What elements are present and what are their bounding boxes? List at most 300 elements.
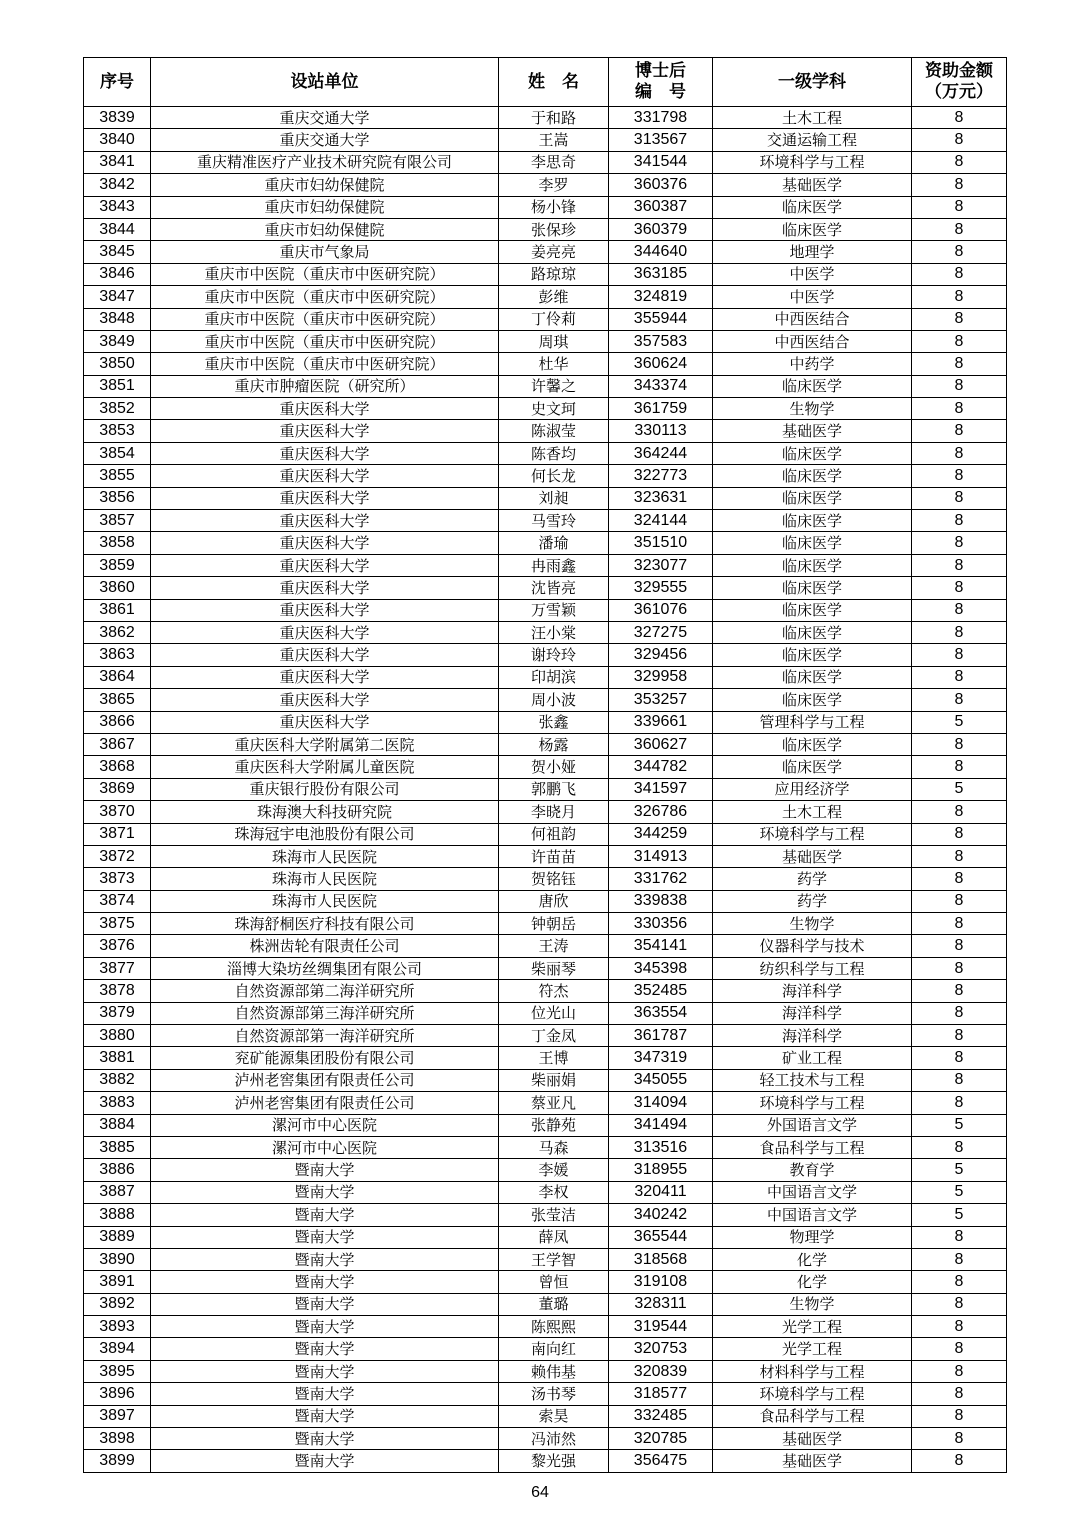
cell-amount: 8 xyxy=(912,241,1007,263)
table-row xyxy=(84,1159,1007,1181)
cell-name: 符杰 xyxy=(499,980,609,1002)
cell-amount: 8 xyxy=(912,935,1007,957)
cell-name: 路琼琼 xyxy=(499,263,609,285)
cell-name: 周小波 xyxy=(499,689,609,711)
table-row xyxy=(84,353,1007,375)
table-row xyxy=(84,1428,1007,1450)
cell-seq: 3877 xyxy=(84,957,151,979)
cell-unit: 泸州老窖集团有限责任公司 xyxy=(151,1069,499,1091)
cell-seq: 3859 xyxy=(84,554,151,576)
cell-unit: 暨南大学 xyxy=(151,1204,499,1226)
cell-seq: 3845 xyxy=(84,241,151,263)
cell-subject: 光学工程 xyxy=(713,1316,912,1338)
cell-name: 王嵩 xyxy=(499,129,609,151)
cell-amount: 8 xyxy=(912,1360,1007,1382)
cell-seq: 3888 xyxy=(84,1204,151,1226)
cell-postdoc-id: 360387 xyxy=(609,196,713,218)
cell-seq: 3847 xyxy=(84,286,151,308)
cell-postdoc-id: 363554 xyxy=(609,1002,713,1024)
cell-amount: 8 xyxy=(912,151,1007,173)
cell-subject: 矿业工程 xyxy=(713,1047,912,1069)
cell-postdoc-id: 318568 xyxy=(609,1248,713,1270)
table-row xyxy=(84,689,1007,711)
cell-postdoc-id: 354141 xyxy=(609,935,713,957)
cell-unit: 重庆医科大学 xyxy=(151,621,499,643)
cell-subject: 基础医学 xyxy=(713,845,912,867)
cell-unit: 暨南大学 xyxy=(151,1159,499,1181)
cell-unit: 重庆医科大学 xyxy=(151,599,499,621)
cell-name: 许苗苗 xyxy=(499,845,609,867)
cell-postdoc-id: 339838 xyxy=(609,890,713,912)
cell-name: 李晓月 xyxy=(499,801,609,823)
cell-unit: 重庆银行股份有限公司 xyxy=(151,778,499,800)
table-row xyxy=(84,756,1007,778)
table-row xyxy=(84,241,1007,263)
cell-seq: 3880 xyxy=(84,1025,151,1047)
cell-seq: 3863 xyxy=(84,644,151,666)
cell-amount: 5 xyxy=(912,711,1007,733)
table-row xyxy=(84,263,1007,285)
cell-postdoc-id: 314094 xyxy=(609,1092,713,1114)
cell-amount: 8 xyxy=(912,689,1007,711)
cell-name: 陈香均 xyxy=(499,442,609,464)
cell-name: 杨露 xyxy=(499,733,609,755)
cell-amount: 8 xyxy=(912,375,1007,397)
cell-postdoc-id: 323077 xyxy=(609,554,713,576)
table-row xyxy=(84,129,1007,151)
cell-seq: 3873 xyxy=(84,868,151,890)
cell-name: 于和路 xyxy=(499,107,609,129)
cell-amount: 8 xyxy=(912,980,1007,1002)
cell-name: 周琪 xyxy=(499,330,609,352)
cell-postdoc-id: 320753 xyxy=(609,1338,713,1360)
cell-amount: 8 xyxy=(912,644,1007,666)
cell-seq: 3849 xyxy=(84,330,151,352)
table-row xyxy=(84,621,1007,643)
cell-postdoc-id: 353257 xyxy=(609,689,713,711)
cell-postdoc-id: 361787 xyxy=(609,1025,713,1047)
table-row xyxy=(84,1069,1007,1091)
cell-name: 薛凤 xyxy=(499,1226,609,1248)
cell-seq: 3844 xyxy=(84,218,151,240)
cell-name: 谢玲玲 xyxy=(499,644,609,666)
cell-name: 丁伶莉 xyxy=(499,308,609,330)
cell-unit: 珠海澳大科技研究院 xyxy=(151,801,499,823)
cell-name: 冉雨鑫 xyxy=(499,554,609,576)
cell-postdoc-id: 361759 xyxy=(609,398,713,420)
cell-seq: 3864 xyxy=(84,666,151,688)
header-seq: 序号 xyxy=(84,58,151,107)
cell-unit: 暨南大学 xyxy=(151,1248,499,1270)
cell-name: 柴丽琴 xyxy=(499,957,609,979)
cell-postdoc-id: 323631 xyxy=(609,487,713,509)
table-row xyxy=(84,308,1007,330)
cell-amount: 8 xyxy=(912,599,1007,621)
cell-subject: 纺织科学与工程 xyxy=(713,957,912,979)
cell-postdoc-id: 351510 xyxy=(609,532,713,554)
cell-postdoc-id: 340242 xyxy=(609,1204,713,1226)
header-name: 姓 名 xyxy=(499,58,609,107)
table-row xyxy=(84,801,1007,823)
cell-seq: 3842 xyxy=(84,174,151,196)
cell-unit: 暨南大学 xyxy=(151,1338,499,1360)
cell-amount: 8 xyxy=(912,510,1007,532)
cell-subject: 临床医学 xyxy=(713,554,912,576)
cell-subject: 光学工程 xyxy=(713,1338,912,1360)
cell-subject: 临床医学 xyxy=(713,733,912,755)
cell-seq: 3840 xyxy=(84,129,151,151)
table-row xyxy=(84,151,1007,173)
cell-unit: 自然资源部第一海洋研究所 xyxy=(151,1025,499,1047)
cell-subject: 土木工程 xyxy=(713,801,912,823)
cell-seq: 3898 xyxy=(84,1428,151,1450)
cell-name: 王博 xyxy=(499,1047,609,1069)
cell-postdoc-id: 319544 xyxy=(609,1316,713,1338)
cell-unit: 珠海舒桐医疗科技有限公司 xyxy=(151,913,499,935)
cell-amount: 8 xyxy=(912,554,1007,576)
table-row xyxy=(84,935,1007,957)
cell-subject: 中西医结合 xyxy=(713,308,912,330)
cell-name: 沈皆亮 xyxy=(499,577,609,599)
cell-subject: 临床医学 xyxy=(713,218,912,240)
cell-amount: 8 xyxy=(912,129,1007,151)
cell-postdoc-id: 341544 xyxy=(609,151,713,173)
cell-name: 李媛 xyxy=(499,1159,609,1181)
cell-postdoc-id: 322773 xyxy=(609,465,713,487)
cell-amount: 8 xyxy=(912,1136,1007,1158)
cell-postdoc-id: 341494 xyxy=(609,1114,713,1136)
cell-name: 李权 xyxy=(499,1181,609,1203)
cell-name: 王学智 xyxy=(499,1248,609,1270)
cell-seq: 3869 xyxy=(84,778,151,800)
cell-postdoc-id: 318955 xyxy=(609,1159,713,1181)
table-row xyxy=(84,1405,1007,1427)
cell-postdoc-id: 328311 xyxy=(609,1293,713,1315)
cell-subject: 应用经济学 xyxy=(713,778,912,800)
cell-name: 杜华 xyxy=(499,353,609,375)
cell-unit: 淄博大染坊丝绸集团有限公司 xyxy=(151,957,499,979)
cell-seq: 3846 xyxy=(84,263,151,285)
cell-name: 黎光强 xyxy=(499,1450,609,1472)
header-postdoc-id xyxy=(609,58,713,107)
cell-name: 史文珂 xyxy=(499,398,609,420)
cell-seq: 3841 xyxy=(84,151,151,173)
cell-name: 姜亮亮 xyxy=(499,241,609,263)
cell-name: 位光山 xyxy=(499,1002,609,1024)
cell-name: 陈淑莹 xyxy=(499,420,609,442)
cell-subject: 中国语言文学 xyxy=(713,1204,912,1226)
cell-postdoc-id: 320785 xyxy=(609,1428,713,1450)
cell-unit: 重庆医科大学附属第二医院 xyxy=(151,733,499,755)
cell-amount: 8 xyxy=(912,1069,1007,1091)
cell-subject: 临床医学 xyxy=(713,577,912,599)
table-row xyxy=(84,1136,1007,1158)
cell-postdoc-id: 363185 xyxy=(609,263,713,285)
table-row xyxy=(84,330,1007,352)
cell-subject: 物理学 xyxy=(713,1226,912,1248)
cell-unit: 株洲齿轮有限责任公司 xyxy=(151,935,499,957)
cell-seq: 3851 xyxy=(84,375,151,397)
cell-postdoc-id: 331762 xyxy=(609,868,713,890)
cell-unit: 重庆市中医院（重庆市中医研究院） xyxy=(151,263,499,285)
cell-unit: 暨南大学 xyxy=(151,1405,499,1427)
cell-unit: 重庆市中医院（重庆市中医研究院） xyxy=(151,353,499,375)
cell-postdoc-id: 365544 xyxy=(609,1226,713,1248)
cell-amount: 8 xyxy=(912,1450,1007,1472)
cell-subject: 中医学 xyxy=(713,263,912,285)
cell-subject: 临床医学 xyxy=(713,599,912,621)
cell-unit: 自然资源部第三海洋研究所 xyxy=(151,1002,499,1024)
cell-name: 汪小棠 xyxy=(499,621,609,643)
cell-amount: 8 xyxy=(912,218,1007,240)
cell-name: 刘昶 xyxy=(499,487,609,509)
cell-seq: 3839 xyxy=(84,107,151,129)
cell-name: 彭维 xyxy=(499,286,609,308)
cell-unit: 暨南大学 xyxy=(151,1383,499,1405)
table-row xyxy=(84,1047,1007,1069)
cell-seq: 3850 xyxy=(84,353,151,375)
cell-subject: 交通运输工程 xyxy=(713,129,912,151)
cell-postdoc-id: 364244 xyxy=(609,442,713,464)
cell-name: 印胡滨 xyxy=(499,666,609,688)
cell-postdoc-id: 341597 xyxy=(609,778,713,800)
table-row xyxy=(84,107,1007,129)
cell-subject: 土木工程 xyxy=(713,107,912,129)
cell-amount: 8 xyxy=(912,1293,1007,1315)
cell-postdoc-id: 360379 xyxy=(609,218,713,240)
cell-postdoc-id: 319108 xyxy=(609,1271,713,1293)
cell-seq: 3868 xyxy=(84,756,151,778)
cell-amount: 5 xyxy=(912,1159,1007,1181)
cell-unit: 重庆精准医疗产业技术研究院有限公司 xyxy=(151,151,499,173)
cell-seq: 3887 xyxy=(84,1181,151,1203)
header-amount-line1: 资助金额 xyxy=(925,61,993,81)
table-row xyxy=(84,1383,1007,1405)
table-header-row xyxy=(84,58,1007,107)
cell-amount: 8 xyxy=(912,465,1007,487)
cell-seq: 3878 xyxy=(84,980,151,1002)
cell-unit: 自然资源部第二海洋研究所 xyxy=(151,980,499,1002)
cell-subject: 轻工技术与工程 xyxy=(713,1069,912,1091)
table-row xyxy=(84,913,1007,935)
cell-amount: 8 xyxy=(912,621,1007,643)
cell-unit: 暨南大学 xyxy=(151,1450,499,1472)
cell-unit: 珠海市人民医院 xyxy=(151,845,499,867)
table-body xyxy=(84,107,1007,1473)
table-row xyxy=(84,1293,1007,1315)
header-amount xyxy=(912,58,1007,107)
cell-unit: 暨南大学 xyxy=(151,1226,499,1248)
cell-name: 杨小锋 xyxy=(499,196,609,218)
cell-subject: 临床医学 xyxy=(713,532,912,554)
cell-unit: 珠海市人民医院 xyxy=(151,868,499,890)
cell-amount: 8 xyxy=(912,263,1007,285)
cell-name: 张鑫 xyxy=(499,711,609,733)
cell-name: 马雪玲 xyxy=(499,510,609,532)
cell-subject: 药学 xyxy=(713,868,912,890)
cell-postdoc-id: 326786 xyxy=(609,801,713,823)
table-row xyxy=(84,823,1007,845)
cell-subject: 临床医学 xyxy=(713,442,912,464)
cell-amount: 8 xyxy=(912,577,1007,599)
table-row xyxy=(84,1025,1007,1047)
cell-seq: 3856 xyxy=(84,487,151,509)
cell-postdoc-id: 330356 xyxy=(609,913,713,935)
cell-seq: 3884 xyxy=(84,1114,151,1136)
cell-seq: 3855 xyxy=(84,465,151,487)
table-row xyxy=(84,868,1007,890)
cell-subject: 中医学 xyxy=(713,286,912,308)
cell-name: 赖伟基 xyxy=(499,1360,609,1382)
cell-seq: 3895 xyxy=(84,1360,151,1382)
cell-amount: 8 xyxy=(912,756,1007,778)
cell-subject: 海洋科学 xyxy=(713,1025,912,1047)
cell-seq: 3862 xyxy=(84,621,151,643)
cell-postdoc-id: 360376 xyxy=(609,174,713,196)
cell-subject: 临床医学 xyxy=(713,375,912,397)
cell-postdoc-id: 360627 xyxy=(609,733,713,755)
cell-postdoc-id: 344782 xyxy=(609,756,713,778)
cell-subject: 材料科学与工程 xyxy=(713,1360,912,1382)
cell-unit: 重庆市妇幼保健院 xyxy=(151,218,499,240)
cell-unit: 暨南大学 xyxy=(151,1271,499,1293)
cell-seq: 3874 xyxy=(84,890,151,912)
cell-unit: 漯河市中心医院 xyxy=(151,1136,499,1158)
cell-seq: 3894 xyxy=(84,1338,151,1360)
cell-postdoc-id: 331798 xyxy=(609,107,713,129)
cell-subject: 生物学 xyxy=(713,913,912,935)
table-row xyxy=(84,196,1007,218)
cell-name: 董璐 xyxy=(499,1293,609,1315)
table-row xyxy=(84,1271,1007,1293)
table-row xyxy=(84,1360,1007,1382)
table-row xyxy=(84,1114,1007,1136)
header-unit: 设站单位 xyxy=(151,58,499,107)
cell-name: 丁金凤 xyxy=(499,1025,609,1047)
cell-postdoc-id: 324144 xyxy=(609,510,713,532)
cell-postdoc-id: 318577 xyxy=(609,1383,713,1405)
cell-unit: 暨南大学 xyxy=(151,1181,499,1203)
cell-subject: 中西医结合 xyxy=(713,330,912,352)
cell-amount: 8 xyxy=(912,1428,1007,1450)
cell-unit: 重庆市气象局 xyxy=(151,241,499,263)
table-row xyxy=(84,1002,1007,1024)
cell-amount: 8 xyxy=(912,845,1007,867)
cell-subject: 生物学 xyxy=(713,1293,912,1315)
cell-subject: 基础医学 xyxy=(713,420,912,442)
table-row xyxy=(84,845,1007,867)
cell-unit: 重庆医科大学 xyxy=(151,398,499,420)
cell-seq: 3871 xyxy=(84,823,151,845)
header-subject: 一级学科 xyxy=(713,58,912,107)
cell-name: 郭鹏飞 xyxy=(499,778,609,800)
cell-unit: 重庆医科大学附属儿童医院 xyxy=(151,756,499,778)
cell-name: 潘瑜 xyxy=(499,532,609,554)
cell-seq: 3883 xyxy=(84,1092,151,1114)
cell-unit: 重庆交通大学 xyxy=(151,129,499,151)
cell-postdoc-id: 329958 xyxy=(609,666,713,688)
cell-subject: 基础医学 xyxy=(713,1450,912,1472)
cell-amount: 8 xyxy=(912,1047,1007,1069)
cell-unit: 重庆市妇幼保健院 xyxy=(151,174,499,196)
cell-amount: 8 xyxy=(912,1271,1007,1293)
cell-amount: 8 xyxy=(912,1002,1007,1024)
cell-amount: 8 xyxy=(912,733,1007,755)
cell-seq: 3879 xyxy=(84,1002,151,1024)
cell-postdoc-id: 320411 xyxy=(609,1181,713,1203)
table-row xyxy=(84,398,1007,420)
cell-unit: 暨南大学 xyxy=(151,1316,499,1338)
cell-amount: 8 xyxy=(912,913,1007,935)
cell-amount: 8 xyxy=(912,532,1007,554)
cell-seq: 3872 xyxy=(84,845,151,867)
cell-postdoc-id: 345055 xyxy=(609,1069,713,1091)
cell-subject: 仪器科学与技术 xyxy=(713,935,912,957)
table-row xyxy=(84,442,1007,464)
cell-amount: 8 xyxy=(912,1405,1007,1427)
funding-table xyxy=(83,57,1007,1473)
cell-name: 万雪颖 xyxy=(499,599,609,621)
cell-seq: 3892 xyxy=(84,1293,151,1315)
cell-postdoc-id: 343374 xyxy=(609,375,713,397)
cell-name: 汤书琴 xyxy=(499,1383,609,1405)
cell-subject: 中药学 xyxy=(713,353,912,375)
cell-unit: 重庆医科大学 xyxy=(151,644,499,666)
cell-unit: 漯河市中心医院 xyxy=(151,1114,499,1136)
table-row xyxy=(84,599,1007,621)
cell-amount: 8 xyxy=(912,174,1007,196)
cell-postdoc-id: 313516 xyxy=(609,1136,713,1158)
cell-unit: 泸州老窖集团有限责任公司 xyxy=(151,1092,499,1114)
header-postdoc-line1: 博士后 xyxy=(635,61,686,81)
cell-amount: 8 xyxy=(912,823,1007,845)
table-row xyxy=(84,1092,1007,1114)
cell-subject: 教育学 xyxy=(713,1159,912,1181)
cell-name: 何长龙 xyxy=(499,465,609,487)
table-row xyxy=(84,465,1007,487)
cell-amount: 5 xyxy=(912,778,1007,800)
cell-subject: 临床医学 xyxy=(713,510,912,532)
cell-amount: 8 xyxy=(912,487,1007,509)
cell-postdoc-id: 361076 xyxy=(609,599,713,621)
cell-seq: 3899 xyxy=(84,1450,151,1472)
table-row xyxy=(84,286,1007,308)
cell-unit: 重庆医科大学 xyxy=(151,577,499,599)
cell-unit: 暨南大学 xyxy=(151,1428,499,1450)
cell-amount: 8 xyxy=(912,868,1007,890)
cell-name: 曾恒 xyxy=(499,1271,609,1293)
table-row xyxy=(84,778,1007,800)
table-row xyxy=(84,980,1007,1002)
cell-subject: 基础医学 xyxy=(713,1428,912,1450)
cell-unit: 重庆医科大学 xyxy=(151,442,499,464)
table-row xyxy=(84,644,1007,666)
cell-amount: 8 xyxy=(912,420,1007,442)
cell-postdoc-id: 352485 xyxy=(609,980,713,1002)
cell-postdoc-id: 345398 xyxy=(609,957,713,979)
cell-postdoc-id: 313567 xyxy=(609,129,713,151)
table-row xyxy=(84,375,1007,397)
cell-name: 冯沛然 xyxy=(499,1428,609,1450)
cell-subject: 环境科学与工程 xyxy=(713,1383,912,1405)
cell-unit: 重庆医科大学 xyxy=(151,510,499,532)
cell-subject: 管理科学与工程 xyxy=(713,711,912,733)
cell-seq: 3860 xyxy=(84,577,151,599)
table-row xyxy=(84,733,1007,755)
cell-postdoc-id: 344640 xyxy=(609,241,713,263)
cell-subject: 生物学 xyxy=(713,398,912,420)
cell-postdoc-id: 347319 xyxy=(609,1047,713,1069)
